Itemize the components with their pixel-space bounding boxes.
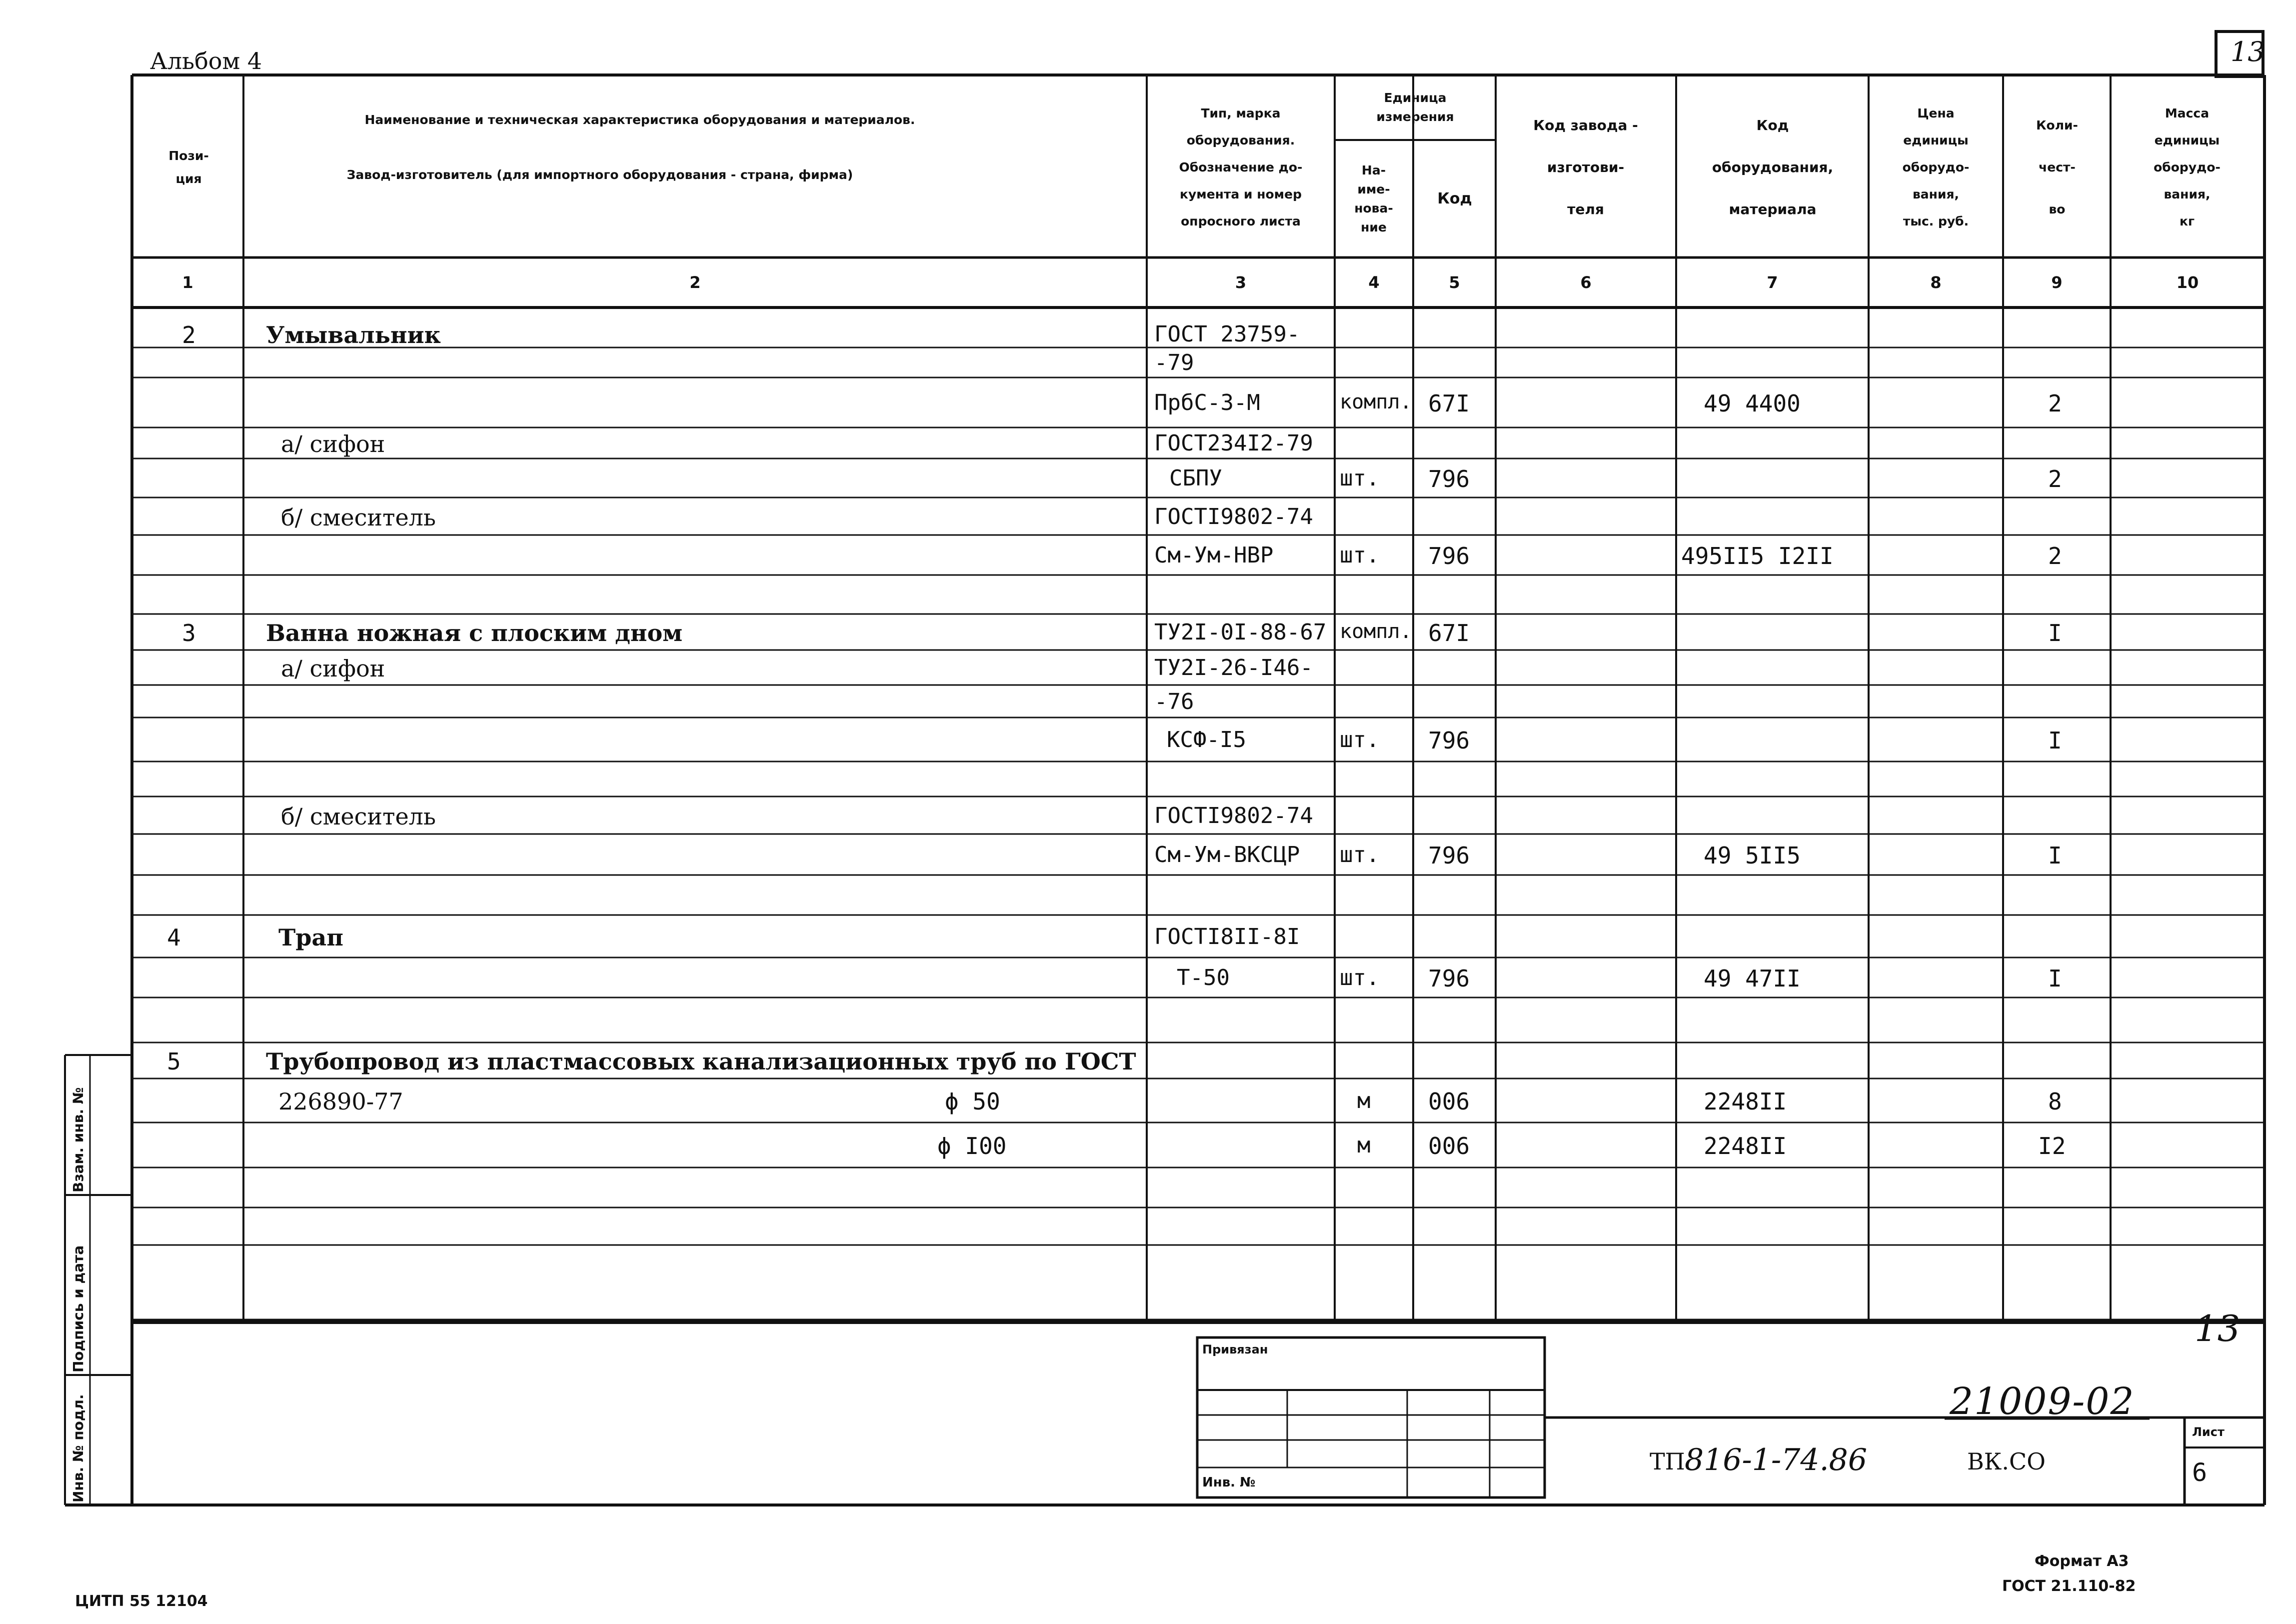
row-type: ГОСТ234I2-79	[1154, 430, 1313, 456]
stamp-tp-prefix: ТП	[1650, 1448, 1685, 1475]
header-material-code: Код оборудования, материала	[1712, 117, 1834, 218]
row-unit-code: 796	[1428, 542, 1470, 570]
row-type: ГОСТI9802-74	[1154, 504, 1313, 530]
column-number: 7	[1767, 273, 1778, 292]
footer-format: Формат А3	[2035, 1552, 2129, 1570]
column-number: 9	[2051, 273, 2063, 292]
album-label: Альбом 4	[150, 48, 262, 74]
stamp-inv-no: Инв. №	[1202, 1475, 1256, 1490]
drawing-number-underline	[1945, 1418, 2155, 1422]
row-unit: шт.	[1340, 965, 1380, 990]
row-quantity: I2	[2038, 1132, 2066, 1160]
row-unit-code: 006	[1428, 1088, 1470, 1115]
row-type: -79	[1154, 350, 1194, 376]
stamp-list-label: Лист	[2192, 1425, 2225, 1439]
column-number: 2	[689, 273, 701, 292]
row-position: 4	[167, 924, 181, 951]
header-type: Тип, марка оборудования. Обозначение до- кумента и номер опросного листа	[1179, 106, 1303, 228]
row-unit-code: 67I	[1428, 390, 1470, 417]
row-unit: компл.	[1340, 620, 1412, 643]
column-number: 5	[1449, 273, 1460, 292]
footer-gost: ГОСТ 21.110-82	[2002, 1578, 2136, 1595]
column-number: 4	[1368, 273, 1380, 292]
header-name-line2: Завод-изготовитель (для импортного оборудования - страна, фирма)	[346, 168, 853, 182]
row-quantity: I	[2048, 727, 2062, 754]
header-unit-name: На- име- нова- ние	[1354, 162, 1393, 234]
row-unit: м	[1357, 1132, 1371, 1158]
row-unit-code: 006	[1428, 1132, 1470, 1160]
stamp-list-value: 6	[2192, 1458, 2208, 1487]
row-unit-code: 796	[1428, 842, 1470, 869]
side-label-vzam: Взам. инв. №	[70, 1087, 86, 1192]
column-number: 3	[1235, 273, 1247, 292]
row-material-code: 2248II	[1704, 1132, 1787, 1160]
row-type: ГОСТ 23759-	[1154, 321, 1300, 347]
row-name: Трубопровод из пластмассовых канализационных труб по ГОСТ	[266, 1048, 1136, 1075]
row-unit-code: 796	[1428, 965, 1470, 992]
row-name-dimension: ϕ I00	[937, 1132, 1007, 1160]
row-name: 226890-77	[278, 1088, 403, 1115]
row-type: КСФ-I5	[1167, 727, 1246, 752]
header-name-line1: Наименование и техническая характеристика оборудования и материалов.	[364, 112, 915, 127]
row-material-code: 495II5 I2II	[1681, 542, 1834, 570]
column-number: 1	[182, 273, 193, 292]
row-position: 5	[167, 1048, 181, 1075]
row-quantity: I	[2048, 620, 2062, 646]
row-type: СБПУ	[1169, 466, 1222, 491]
row-material-code: 49 5II5	[1704, 842, 1801, 869]
row-name: б/ смеситель	[281, 802, 436, 830]
row-type: ГОСТI8II-8I	[1154, 924, 1300, 950]
row-material-code: 2248II	[1704, 1088, 1787, 1115]
row-type: Т-50	[1177, 965, 1230, 990]
header-unit-code: Код	[1437, 190, 1472, 208]
header-unit: Единица измерения	[1376, 90, 1454, 124]
column-number: 6	[1580, 273, 1592, 292]
row-name-dimension: ϕ 50	[945, 1088, 1000, 1115]
row-quantity: 8	[2048, 1088, 2062, 1115]
row-unit: м	[1357, 1088, 1371, 1114]
row-unit-code: 796	[1428, 466, 1470, 492]
row-type: -76	[1154, 688, 1194, 714]
row-unit: шт.	[1340, 466, 1380, 491]
side-label-inv: Инв. № подл.	[70, 1394, 86, 1502]
row-position: 2	[182, 321, 196, 348]
side-label-podpis: Подпись и дата	[70, 1245, 86, 1372]
stamp-code: ВК.СО	[1967, 1448, 2046, 1475]
stamp-tp-number: 816-1-74.86	[1685, 1442, 1868, 1478]
stamp-privyazan: Привязан	[1202, 1342, 1268, 1356]
row-name: Трап	[278, 924, 343, 951]
row-unit: шт.	[1340, 542, 1380, 568]
row-unit: шт.	[1340, 727, 1380, 752]
row-quantity: 2	[2048, 466, 2062, 492]
header-quantity: Коли- чест- во	[2036, 118, 2078, 216]
row-unit: компл.	[1340, 390, 1412, 414]
row-name: Умывальник	[266, 321, 441, 348]
row-unit-code: 796	[1428, 727, 1470, 754]
row-quantity: 2	[2048, 542, 2062, 570]
stamp-drawing-number: 21009-02	[1950, 1380, 2135, 1423]
row-type: ГОСТI9802-74	[1154, 802, 1313, 828]
row-quantity: 2	[2048, 390, 2062, 417]
row-type: ТУ2I-0I-88-67	[1154, 620, 1327, 645]
row-position: 3	[182, 620, 196, 646]
row-name: Ванна ножная с плоским дном	[266, 620, 683, 646]
row-name: а/ сифон	[281, 655, 385, 682]
corner-page-number: 13	[2231, 36, 2265, 68]
row-material-code: 49 47II	[1704, 965, 1801, 992]
header-plant-code: Код завода - изготови- теля	[1533, 117, 1638, 218]
row-type: ПрбС-3-М	[1154, 390, 1260, 416]
footer-left-code: ЦИТП 55 12104	[75, 1592, 208, 1610]
row-name: а/ сифон	[281, 430, 385, 458]
row-unit-code: 67I	[1428, 620, 1470, 646]
row-unit: шт.	[1340, 842, 1380, 868]
row-name: б/ смеситель	[281, 504, 436, 531]
row-type: См-Ум-НВР	[1154, 542, 1274, 568]
row-quantity: I	[2048, 842, 2062, 869]
header-position: Пози- ция	[168, 148, 209, 186]
stamp-sheet-number: 13	[2195, 1308, 2241, 1350]
column-number: 8	[1930, 273, 1942, 292]
row-type: См-Ум-ВКСЦР	[1154, 842, 1300, 868]
row-type: ТУ2I-26-I46-	[1154, 655, 1313, 680]
row-material-code: 49 4400	[1704, 390, 1801, 417]
header-price: Цена единицы оборудо- вания, тыс. руб.	[1902, 106, 1970, 228]
row-quantity: I	[2048, 965, 2062, 992]
column-number: 10	[2176, 273, 2199, 292]
header-mass: Масса единицы оборудо- вания, кг	[2154, 106, 2221, 228]
